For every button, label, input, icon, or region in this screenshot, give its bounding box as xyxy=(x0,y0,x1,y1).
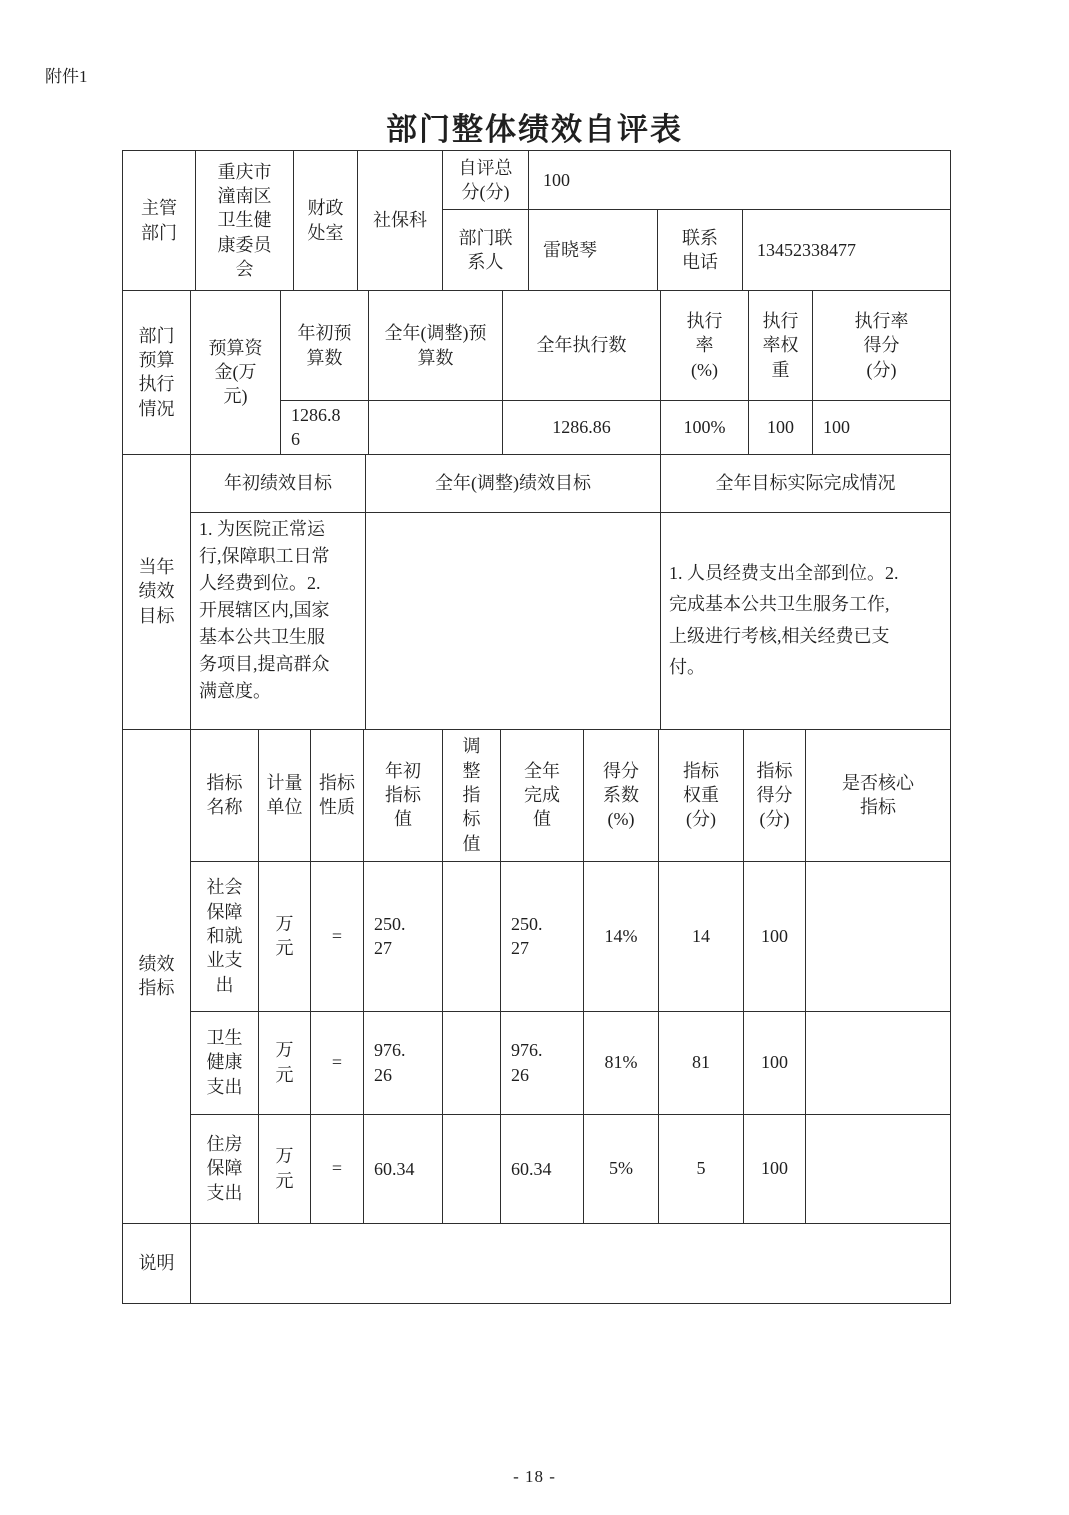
goals-adjusted-cell xyxy=(366,512,661,729)
indicator-nature-cell: = xyxy=(311,1114,364,1223)
notes-label-cell: 说明 xyxy=(123,1223,191,1303)
budget-executed-value-cell: 1286.86 xyxy=(503,401,661,455)
indicators-header-adjusted xyxy=(443,729,501,861)
indicators-header-unit-text: 计量单位 xyxy=(266,772,303,818)
budget-col-initial-header: 年初预算数 xyxy=(281,291,369,401)
indicator-name-cell: 社会保障和就业支出 xyxy=(191,861,259,1011)
indicator-name-cell: 住房保障支出 xyxy=(191,1114,259,1223)
indicator-initial-value: 60.34 xyxy=(374,1159,415,1180)
indicators-section-label-cell: 绩效指标 xyxy=(123,729,191,1223)
indicator-initial-cell xyxy=(364,861,443,1011)
goals-initial-cell xyxy=(191,512,366,729)
page-number: - 18 - xyxy=(513,1467,556,1486)
supervisor-section xyxy=(122,150,951,291)
notes-section xyxy=(122,1223,951,1304)
indicator-coefficient-cell: 81% xyxy=(584,1011,659,1114)
indicators-header-score-text: 指标得分(分) xyxy=(756,760,793,830)
goals-col-adjusted-header: 全年(调整)绩效目标 xyxy=(366,454,661,512)
budget-col-executed-header: 全年执行数 xyxy=(503,291,661,401)
indicators-header-coefficient xyxy=(584,729,659,861)
self-score-label-cell: 自评总分(分) xyxy=(443,151,529,210)
budget-col-rate-score-text: 执行率得分(分) xyxy=(854,311,909,380)
notes-content-cell xyxy=(191,1223,951,1303)
indicator-core-cell xyxy=(806,861,951,1011)
budget-rate-score-value-cell: 100 xyxy=(813,401,951,455)
indicator-unit-text: 万元 xyxy=(275,913,294,959)
indicator-adjusted-cell xyxy=(443,1114,501,1223)
indicators-header-initial xyxy=(364,729,443,861)
phone-label-cell xyxy=(658,210,743,291)
goals-section-label-cell: 当年绩效目标 xyxy=(123,454,191,729)
indicator-unit-cell xyxy=(259,1011,311,1114)
budget-initial-value-cell xyxy=(281,401,369,455)
indicator-completed-value: 60.34 xyxy=(511,1159,552,1180)
indicators-header-nature-text: 指标性质 xyxy=(319,772,355,818)
indicator-row xyxy=(123,861,951,1011)
goals-section xyxy=(122,454,951,730)
goals-initial-text: 1. 为医院正常运行,保障职工日常人经费到位。2. 开展辖区内,国家基本公共卫生服务项目,提高群众满意度。 xyxy=(199,518,330,701)
budget-section-label-cell: 部门预算执行情况 xyxy=(123,291,191,455)
indicators-header-initial-text: 年初指标值 xyxy=(385,760,421,830)
indicator-weight-cell: 14 xyxy=(659,861,744,1011)
indicator-initial-value: 976.26 xyxy=(374,1040,406,1085)
budget-initial-value: 1286.86 xyxy=(291,405,341,450)
indicator-core-cell xyxy=(806,1114,951,1223)
budget-col-rate-weight-header xyxy=(749,291,813,401)
budget-col-rate-header xyxy=(661,291,749,401)
indicator-completed-cell xyxy=(501,1011,584,1114)
indicator-name-cell: 卫生健康支出 xyxy=(191,1011,259,1114)
indicator-completed-value: 976.26 xyxy=(511,1040,543,1085)
budget-col-adjusted-header: 全年(调整)预算数 xyxy=(369,291,503,401)
indicators-header-name: 指标名称 xyxy=(191,729,259,861)
indicator-row xyxy=(123,1011,951,1114)
contact-label-cell: 部门联系人 xyxy=(443,210,529,291)
goals-col-initial-header: 年初绩效目标 xyxy=(191,454,366,512)
indicators-section xyxy=(122,729,951,1224)
indicator-initial-value: 250.27 xyxy=(374,913,406,959)
indicator-weight-cell: 81 xyxy=(659,1011,744,1114)
phone-value-cell: 13452338477 xyxy=(743,210,951,291)
supervisor-label-cell: 主管部门 xyxy=(123,151,196,291)
indicator-score-cell: 100 xyxy=(744,861,806,1011)
indicator-core-cell xyxy=(806,1011,951,1114)
attachment-label: 附件1 xyxy=(45,67,88,86)
budget-rate-weight-value-cell: 100 xyxy=(749,401,813,455)
indicators-header-core xyxy=(806,729,951,861)
budget-adjusted-value-cell xyxy=(369,401,503,455)
indicators-header-adjusted-text: 调整指标值 xyxy=(462,736,481,854)
division-cell: 社保科 xyxy=(358,151,443,291)
contact-name-cell: 雷晓琴 xyxy=(529,210,658,291)
department-name-cell: 重庆市潼南区卫生健康委员会 xyxy=(196,151,294,291)
phone-label-text: 联系电话 xyxy=(682,227,718,272)
indicator-completed-cell xyxy=(501,1114,584,1223)
indicator-row xyxy=(123,1114,951,1223)
indicator-adjusted-cell xyxy=(443,861,501,1011)
indicators-header-nature xyxy=(311,729,364,861)
indicator-score-cell: 100 xyxy=(744,1114,806,1223)
page-title: 部门整体绩效自评表 xyxy=(386,112,683,147)
indicators-header-completed xyxy=(501,729,584,861)
budget-col-rate-text: 执行率(%) xyxy=(686,311,723,380)
indicator-score-cell: 100 xyxy=(744,1011,806,1114)
indicators-header-core-text: 是否核心指标 xyxy=(842,772,914,818)
indicators-header-completed-text: 全年完成值 xyxy=(524,760,560,830)
indicator-completed-value: 250.27 xyxy=(511,913,543,959)
office-cell: 财政处室 xyxy=(294,151,358,291)
indicators-header-coefficient-text: 得分系数(%) xyxy=(603,760,639,830)
indicator-initial-cell xyxy=(364,1114,443,1223)
indicator-unit-cell xyxy=(259,861,311,1011)
indicators-header-score xyxy=(744,729,806,861)
indicator-adjusted-cell xyxy=(443,1011,501,1114)
indicator-nature-cell: = xyxy=(311,861,364,1011)
indicator-nature-cell: = xyxy=(311,1011,364,1114)
budget-col-rate-score-header xyxy=(813,291,951,401)
indicators-header-unit xyxy=(259,729,311,861)
indicator-unit-text: 万元 xyxy=(275,1146,294,1191)
indicator-weight-cell: 5 xyxy=(659,1114,744,1223)
indicators-header-weight xyxy=(659,729,744,861)
indicator-coefficient-cell: 5% xyxy=(584,1114,659,1223)
indicator-coefficient-cell: 14% xyxy=(584,861,659,1011)
goals-actual-cell xyxy=(661,512,951,729)
indicator-completed-cell xyxy=(501,861,584,1011)
budget-rate-value-cell: 100% xyxy=(661,401,749,455)
goals-col-actual-header: 全年目标实际完成情况 xyxy=(661,454,951,512)
self-evaluation-table xyxy=(122,150,951,1304)
self-score-value-cell: 100 xyxy=(529,151,951,210)
indicator-initial-cell xyxy=(364,1011,443,1114)
indicator-unit-text: 万元 xyxy=(275,1040,294,1085)
budget-fund-label-cell: 预算资金(万元) xyxy=(191,291,281,455)
indicator-unit-cell xyxy=(259,1114,311,1223)
goals-actual-text: 1. 人员经费支出全部到位。2.完成基本公共卫生服务工作,上级进行考核,相关经费已支付。 xyxy=(669,562,899,678)
indicators-header-weight-text: 指标权重(分) xyxy=(683,760,719,830)
budget-col-rate-weight-text: 执行率权重 xyxy=(762,311,799,380)
budget-section xyxy=(122,290,951,455)
